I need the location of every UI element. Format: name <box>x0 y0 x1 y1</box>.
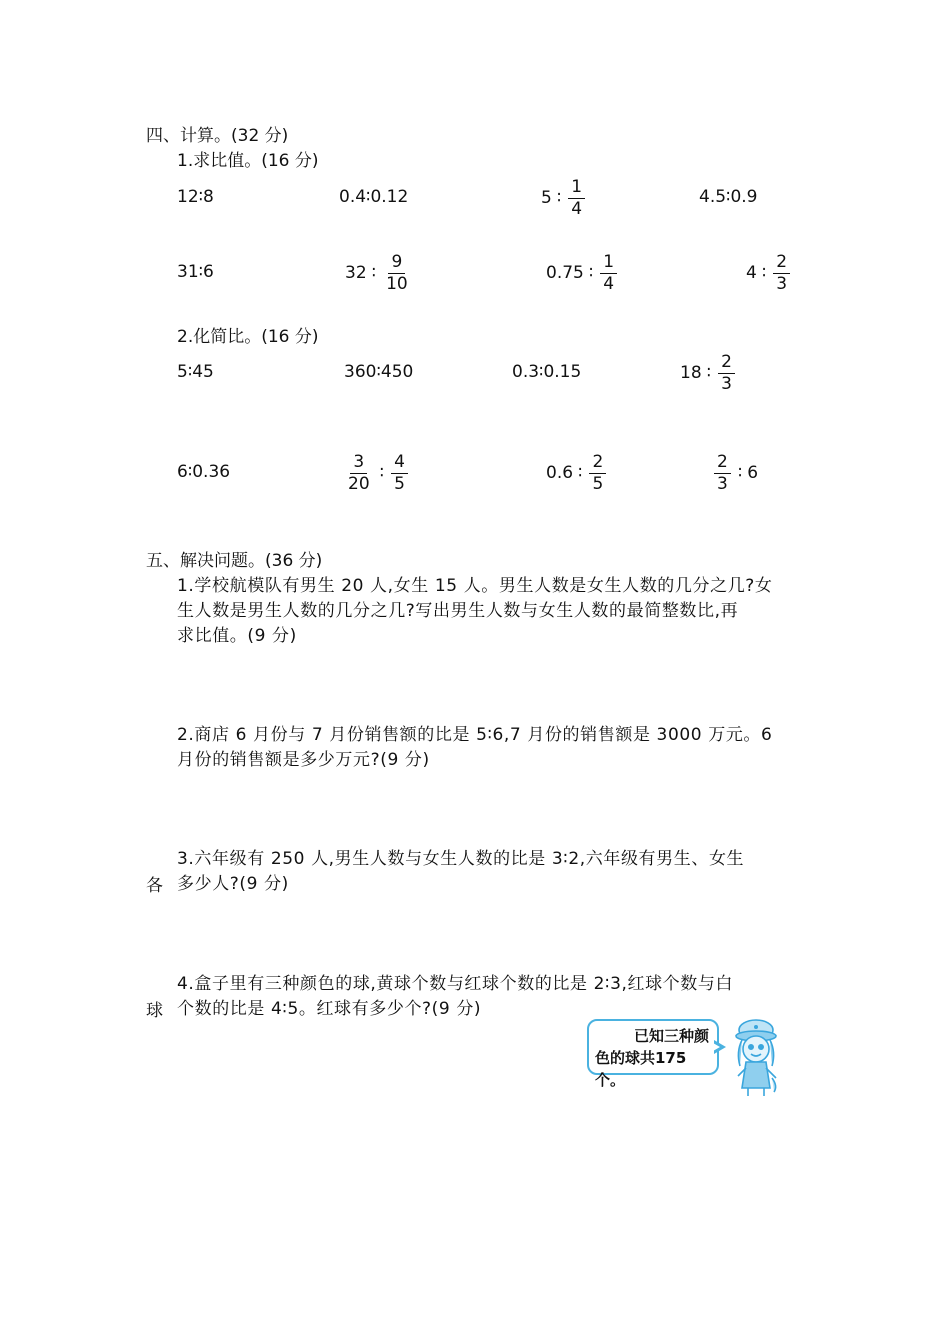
hint-speech-bubble: 已知三种颜 色的球共175个。 <box>587 1019 719 1075</box>
ratio-expression: 0.75 ∶ $\frac{1}{4}$ <box>546 254 619 293</box>
ratio-expression: 6∶0.36 <box>177 462 231 482</box>
ratio-expression: 5∶45 <box>177 362 214 382</box>
ratio-expression: 4.5∶0.9 <box>699 187 758 207</box>
question-4: 4.盒子里有三种颜色的球,黄球个数与红球个数的比是 2∶3,红球个数与白 个数的比是 4∶5。红球有多少个?(9 分) <box>177 974 734 1019</box>
question-3: 3.六年级有 250 人,男生人数与女生人数的比是 3∶2,六年级有男生、女生 多少人?(9 分) <box>177 849 745 894</box>
section-4-title: 四、计算。(32 分) <box>146 126 289 146</box>
question-2: 2.商店 6 月份与 7 月份销售额的比是 5∶6,7 月份的销售额是 3000 万元。6 月份的销售额是多少万元?(9 分) <box>177 725 773 770</box>
fraction: $\frac{2}{3}$ <box>718 354 735 393</box>
bubble-tail-inner <box>713 1043 720 1051</box>
ratio-expression: 18 ∶ $\frac{2}{3}$ <box>680 354 737 393</box>
fraction: $\frac{3}{20}$ <box>348 452 370 494</box>
ratio-expression: 0.3∶0.15 <box>512 362 582 382</box>
question-1: 1.学校航模队有男生 20 人,女生 15 人。男生人数是女生人数的几分之几?女 生人数是男生人数的几分之几?写出男生人数与女生人数的最简整数比,再 求比值。(9 分) <box>177 576 773 646</box>
part-2-title: 2.化简比。(16 分) <box>177 327 319 347</box>
fraction: $\frac{1}{4}$ <box>600 254 617 293</box>
fraction: $\frac{4}{5}$ <box>391 454 408 493</box>
ratio-expression: 12∶8 <box>177 187 214 207</box>
question-3-wrap-char: 各 <box>146 876 163 896</box>
section-5-title: 五、解决问题。(36 分) <box>146 551 323 571</box>
ratio-expression: $\frac{2}{3}$ ∶ 6 <box>712 454 758 493</box>
question-4-wrap-char: 球 <box>146 1001 163 1021</box>
fraction: $\frac{2}{5}$ <box>589 454 606 493</box>
ratio-expression: 31∶6 <box>177 262 214 282</box>
fraction: $\frac{2}{3}$ <box>773 254 790 293</box>
ratio-expression: 0.4∶0.12 <box>339 187 409 207</box>
fraction: $\frac{2}{3}$ <box>714 454 731 493</box>
ratio-expression: 5 ∶ $\frac{1}{4}$ <box>541 179 587 218</box>
ratio-expression: 4 ∶ $\frac{2}{3}$ <box>746 254 792 293</box>
fraction: $\frac{1}{4}$ <box>568 179 585 218</box>
fraction: $\frac{9}{10}$ <box>386 252 408 294</box>
ratio-expression: 32 ∶ $\frac{9}{10}$ <box>345 254 413 293</box>
ratio-expression: 0.6 ∶ $\frac{2}{5}$ <box>546 454 608 493</box>
mascot-illustration <box>728 1016 788 1098</box>
part-1-title: 1.求比值。(16 分) <box>177 151 319 171</box>
ratio-expression: 360∶450 <box>344 362 414 382</box>
ratio-expression: $\frac{3}{20}$ ∶ $\frac{4}{5}$ <box>343 454 410 493</box>
